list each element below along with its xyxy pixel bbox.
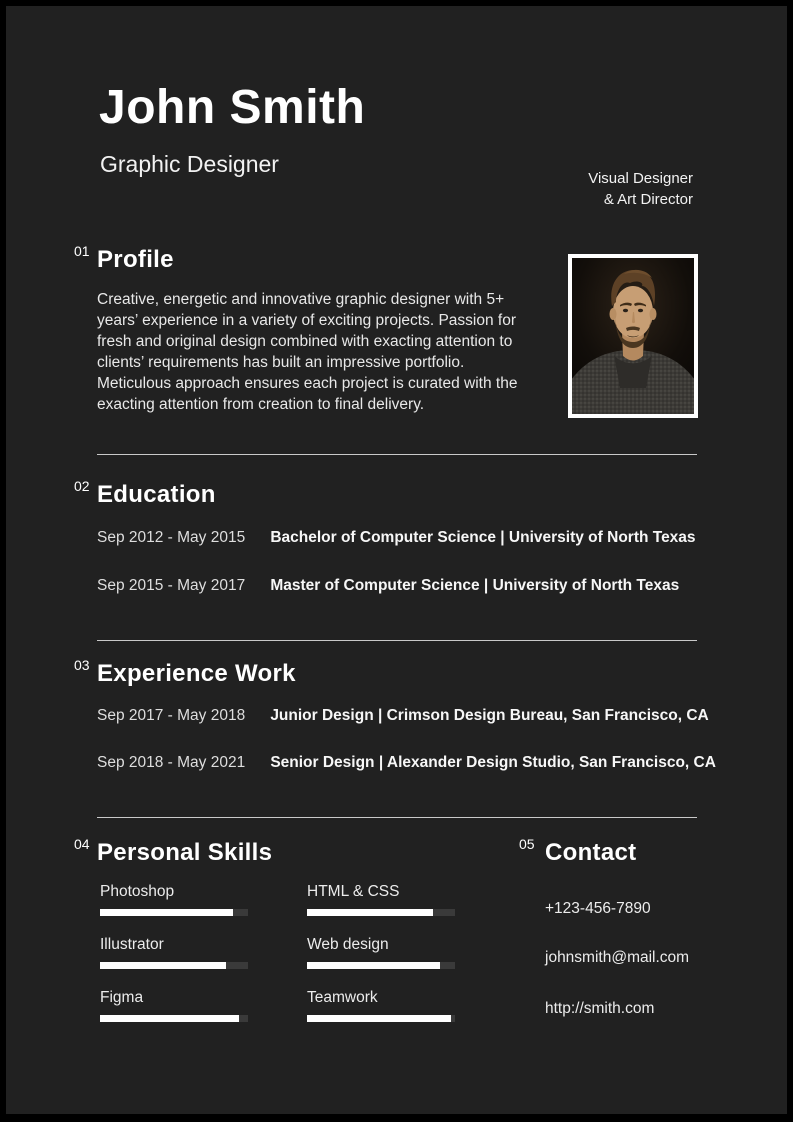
skill-bar	[100, 909, 248, 916]
education-row	[97, 529, 737, 547]
skill-bar-fill	[307, 1015, 451, 1022]
experience-row	[97, 754, 737, 772]
tagline	[393, 168, 693, 210]
experience-section-number: 03	[74, 657, 90, 673]
education-row	[97, 577, 737, 595]
skill-bar	[307, 1015, 455, 1022]
person-job-title: Graphic Designer	[100, 151, 279, 177]
contact-section-heading: Contact	[545, 839, 637, 866]
contact-phone: +123-456-7890	[545, 900, 651, 917]
skill-item	[100, 989, 248, 1022]
skill-label: Illustrator	[100, 936, 164, 953]
education-degree: Master of Computer Science | University of North Texas	[270, 577, 680, 594]
education-dates: Sep 2015 - May 2017	[97, 577, 246, 594]
skill-label: Photoshop	[100, 883, 175, 900]
skills-section-heading: Personal Skills	[97, 839, 273, 866]
experience-dates: Sep 2017 - May 2018	[97, 707, 246, 724]
profile-section-heading: Profile	[97, 246, 174, 273]
section-divider	[97, 817, 697, 818]
skill-bar-fill	[100, 1015, 239, 1022]
skill-bar	[307, 909, 455, 916]
skill-bar-fill	[307, 962, 440, 969]
skill-label: Teamwork	[307, 989, 378, 1006]
skill-label: Figma	[100, 989, 144, 1006]
skill-item	[307, 936, 455, 969]
tagline-line-1: Visual Designer	[588, 170, 693, 187]
skill-label: Web design	[307, 936, 389, 953]
skill-bar-fill	[100, 909, 233, 916]
contact-website: http://smith.com	[545, 1000, 655, 1017]
experience-role: Junior Design | Crimson Design Bureau, San Francisco, CA	[270, 707, 709, 724]
skill-item	[307, 883, 455, 916]
experience-role: Senior Design | Alexander Design Studio, San Francisco, CA	[270, 754, 716, 771]
portrait-illustration	[572, 258, 694, 414]
education-degree: Bachelor of Computer Science | University of North Texas	[270, 529, 696, 546]
experience-section-heading: Experience Work	[97, 660, 296, 687]
education-section-heading: Education	[97, 481, 216, 508]
experience-dates: Sep 2018 - May 2021	[97, 754, 246, 771]
section-divider	[97, 454, 697, 455]
skill-bar-fill	[100, 962, 226, 969]
section-divider	[97, 640, 697, 641]
experience-row	[97, 707, 737, 725]
skill-bar	[307, 962, 455, 969]
skill-item	[100, 936, 248, 969]
skill-bar	[100, 1015, 248, 1022]
skill-item	[100, 883, 248, 916]
person-name: John Smith	[99, 81, 366, 134]
profile-photo	[568, 254, 698, 418]
skills-section-number: 04	[74, 836, 90, 852]
skill-bar-fill	[307, 909, 433, 916]
skill-bar	[100, 962, 248, 969]
contact-email: johnsmith@mail.com	[545, 949, 690, 966]
contact-section-number: 05	[519, 836, 535, 852]
education-section-number: 02	[74, 478, 90, 494]
skill-item	[307, 989, 455, 1022]
profile-section-number: 01	[74, 243, 90, 259]
tagline-line-2: & Art Director	[603, 191, 693, 208]
education-dates: Sep 2012 - May 2015	[97, 529, 246, 546]
skill-label: HTML & CSS	[307, 883, 400, 900]
profile-summary: Creative, energetic and innovative graphic designer with 5+ years’ experience in a variety of exciting projects. Passion for fresh and original design combined with exacting attention to clients’ requirements has built an impressive portfolio. Meticulous approach ensures each project is curated with the exacting attention from creation to final delivery.	[97, 291, 518, 413]
